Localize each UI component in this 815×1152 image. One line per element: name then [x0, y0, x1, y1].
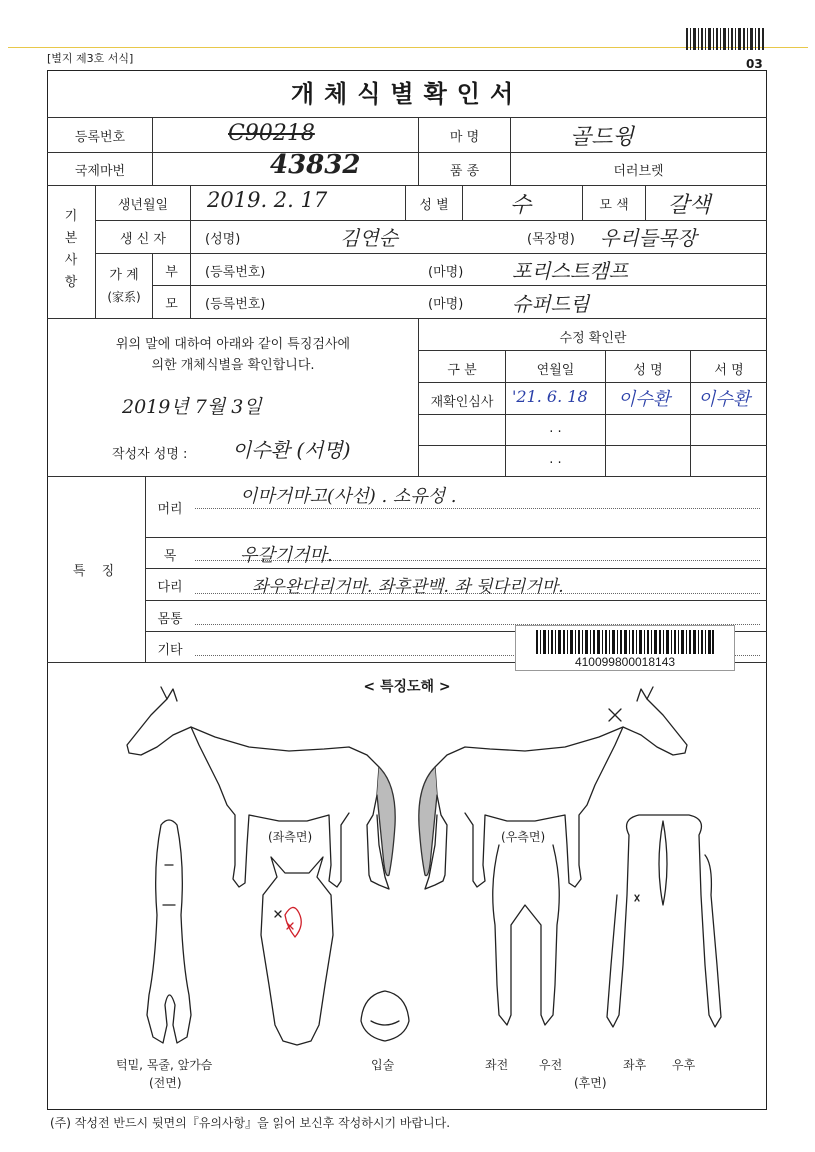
features-section-label: 특 징: [72, 564, 121, 579]
dob-value: 2019. 2. 17: [207, 188, 328, 212]
label-hind-left: 좌후: [623, 1058, 647, 1072]
form-label: [별지 제3호 서식]: [47, 52, 134, 65]
corr-header-sign: 서 명: [714, 363, 744, 378]
basic-section-label: 기 본 사 항: [64, 209, 78, 290]
corr-row3-date: . .: [549, 452, 562, 467]
color-label: 모 색: [599, 198, 629, 213]
legs-label: 다리: [157, 580, 183, 595]
dam-label: 모: [165, 297, 178, 312]
corr-header-date: 연월일: [536, 363, 575, 378]
label-left-side: (좌측면): [268, 830, 313, 844]
statement-line-2: 의한 개체식별을 확인합니다.: [151, 358, 315, 373]
corr-row1-sign: 이수환: [698, 389, 751, 410]
horse-name-label: 마 명: [449, 130, 480, 145]
horse-left-side-outline: [127, 687, 395, 889]
reg-no-label: 등록번호: [74, 130, 126, 145]
head-label: 머리: [157, 502, 183, 517]
horse-lips-outline: [361, 991, 409, 1041]
barcode-number: 410099800018143: [574, 655, 676, 669]
label-front-right: 우전: [539, 1058, 563, 1072]
farm-label: (목장명): [527, 232, 575, 247]
label-front: (전면): [149, 1076, 182, 1090]
breed-label: 품 종: [449, 164, 480, 179]
page-number: 03: [746, 57, 763, 71]
breed-value: 더러브렛: [613, 164, 664, 179]
horse-head-front-outline: [261, 857, 333, 1045]
label-front-caption: 턱밑, 목줄, 앞가슴: [116, 1058, 213, 1072]
sire-reg-label: (등록번호): [205, 265, 266, 280]
breeder-name-label: (성명): [205, 232, 241, 247]
writer-value: 이수환 (서명): [232, 438, 351, 462]
feature-diagram: [49, 665, 765, 1105]
top-barcode: [686, 28, 764, 50]
confirmation-date: 2019년 7월 3일: [122, 396, 262, 418]
statement-line-1: 위의 말에 대하여 아래와 같이 특징검사에: [115, 337, 351, 352]
horse-front-neck-outline: [147, 820, 191, 1043]
diagram-title: < 특징도해 >: [363, 679, 451, 695]
dam-name-value: 슈퍼드림: [512, 292, 590, 316]
other-label: 기타: [157, 643, 183, 658]
horse-rear-outline: [607, 815, 721, 1027]
neck-value: 우갈기거마.: [240, 545, 333, 566]
dob-label: 생년월일: [117, 198, 169, 213]
corr-row2-date: . .: [549, 421, 562, 436]
intl-no-label: 국제마번: [74, 164, 126, 179]
sex-value: 수: [510, 193, 532, 218]
sex-label: 성 별: [419, 198, 449, 213]
barcode-icon: [536, 630, 714, 654]
corr-row1-name: 이수환: [618, 389, 671, 410]
dam-reg-label: (등록번호): [205, 297, 266, 312]
correction-title: 수정 확인란: [559, 331, 627, 346]
breeder-name-value: 김연순: [340, 226, 398, 250]
lineage-hanja: (家系): [107, 290, 141, 304]
body-label: 몸통: [157, 612, 183, 627]
sire-label: 부: [165, 265, 178, 280]
sire-name-label: (마명): [428, 265, 464, 280]
breeder-label: 생 신 자: [120, 232, 166, 247]
horse-right-side-outline: [419, 687, 687, 889]
lineage-label: 가 계: [109, 268, 139, 283]
page-title: 개체식별확인서: [290, 80, 524, 108]
head-value: 이마거마고(사선) . 소유성 .: [240, 486, 457, 507]
corr-header-name: 성 명: [633, 363, 663, 378]
label-hind-right: 우후: [672, 1058, 696, 1072]
farm-value: 우리들목장: [600, 226, 697, 250]
corr-header-type: 구 분: [447, 363, 477, 378]
neck-label: 목: [163, 549, 177, 564]
label-right-side: (우측면): [501, 830, 546, 844]
table-row: 재확인심사: [430, 395, 494, 410]
sire-name-value: 포리스트캠프: [512, 259, 628, 283]
horse-name-value: 골드윙: [570, 125, 634, 150]
legs-value: 좌우완다리거마. 좌후관백. 좌 뒷다리거마.: [252, 577, 564, 597]
label-front-left: 좌전: [485, 1058, 509, 1072]
label-lips: 입술: [371, 1058, 395, 1072]
intl-no-value: 43832: [270, 150, 361, 180]
corr-row1-date: '21. 6. 18: [512, 387, 588, 406]
horse-front-legs-outline: [493, 845, 560, 1025]
reg-no-value-struck: C90218: [228, 121, 315, 146]
label-rear: (후면): [574, 1076, 607, 1090]
color-value: 갈색: [668, 193, 711, 218]
writer-label: 작성자 성명 :: [112, 447, 188, 462]
dam-name-label: (마명): [428, 297, 464, 312]
footnote: (주) 작성전 반드시 뒷면의『유의사항』을 읽어 보신후 작성하시기 바랍니다.: [50, 1116, 451, 1130]
